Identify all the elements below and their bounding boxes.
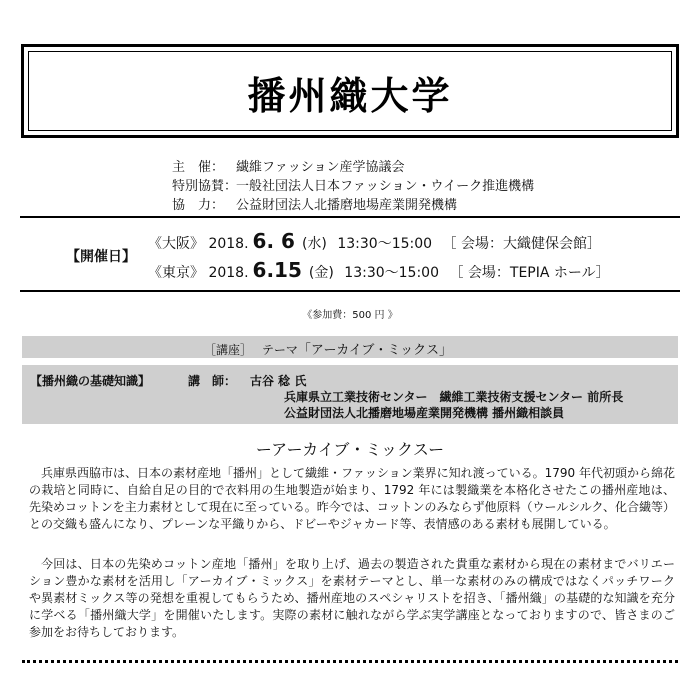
- lecture-theme: 「アーカイブ・ミックス」: [297, 343, 453, 358]
- instructor-role: 講 師：: [188, 374, 237, 388]
- lecture-tag: ［講座］: [204, 343, 253, 357]
- section-title: ーアーカイブ・ミックスー: [255, 440, 445, 459]
- date-weekday: (金): [308, 265, 334, 281]
- organizer-label: 主 催：: [172, 160, 225, 175]
- date-year: 2018.: [208, 265, 249, 281]
- date-row-tokyo: [148, 258, 613, 282]
- date-city: 《東京》: [148, 265, 204, 281]
- divider-top: [20, 216, 680, 218]
- sponsor-row: [172, 175, 534, 194]
- page-title: 播州織大学: [247, 74, 453, 118]
- sponsor-value: 一般社団法人日本ファッション・ウイーク推進機構: [236, 179, 535, 194]
- dotted-divider: [22, 660, 678, 663]
- title-frame: [21, 44, 679, 138]
- instructor-box: [22, 365, 678, 424]
- divider-bottom: [20, 290, 680, 292]
- instructor-topic: 【播州織の基礎知識】: [30, 374, 151, 388]
- lecture-theme-prefix: テーマ: [261, 343, 298, 357]
- date-year: 2018.: [208, 236, 249, 252]
- instructor-affiliation: 兵庫県立工業技術センター 繊維工業技術支援センター 前所長: [284, 390, 624, 404]
- lecture-bar: [22, 336, 678, 358]
- cooperation-row: [172, 194, 457, 213]
- dates-label: 【開催日】: [66, 249, 136, 265]
- date-venue: ［ 会場：TEPIA ホール］: [449, 265, 610, 281]
- organizer-row: [172, 156, 404, 175]
- instructor-name: 古谷 稔 氏: [250, 374, 307, 388]
- participation-fee: 《参加費：500 円 》: [302, 310, 398, 321]
- instructor-affiliation: 公益財団法人北播磨地場産業開発機構 播州織相談員: [284, 406, 565, 420]
- date-city: 《大阪》: [148, 236, 204, 252]
- date-time: 13:30〜15:00: [344, 265, 439, 281]
- body-paragraph: 今回は、日本の先染めコットン産地「播州」を取り上げ、過去の製造された貴重な素材から現在の素材までバリエーション豊かな素材を活用し「アーカイブ・ミックス」を素材テーマとし、単一な素材のみの構成ではなくパッチワークや異素材ミックス等の発想を重視してもらうため、播州産地のスペシャリストを招き、「播州織」の基礎的な知識を充分に学べる「播州織大学」を開催いたします。実際の素材に触れながら学ぶ実学講座となっておりますので、皆さまのご参加をお待ちしております。: [29, 557, 675, 639]
- organizer-value: 繊維ファッション産学協議会: [236, 160, 405, 175]
- date-venue: ［ 会場：大織健保会館］: [442, 236, 601, 252]
- body-paragraph: 兵庫県西脇市は、日本の素材産地「播州」として繊維・ファッション業界に知れ渡っている。1790 年代初頭から綿花の栽培と同時に、自給自足の目的で衣料用の生地製造が始まり、1792 年には製織業を本格化させたこの播州産地は、先染めコットンを主力素材として現在に至っている。昨今では、コットンのみならず他原料（ウールシルク、化合繊等）との交織も盛んになり、プレーンな平織りから、ドビーやジャカード等、表情感のある素材も展開している。: [29, 466, 675, 531]
- date-month-day: 6.15: [252, 258, 302, 282]
- sponsor-label: 特別協賛：: [172, 179, 238, 194]
- cooperation-label: 協 力：: [172, 198, 225, 213]
- date-month-day: 6. 6: [252, 229, 295, 253]
- cooperation-value: 公益財団法人北播磨地場産業開発機構: [236, 198, 458, 213]
- date-time: 13:30〜15:00: [337, 236, 433, 252]
- date-weekday: (水): [301, 236, 327, 252]
- date-row-osaka: [148, 229, 604, 253]
